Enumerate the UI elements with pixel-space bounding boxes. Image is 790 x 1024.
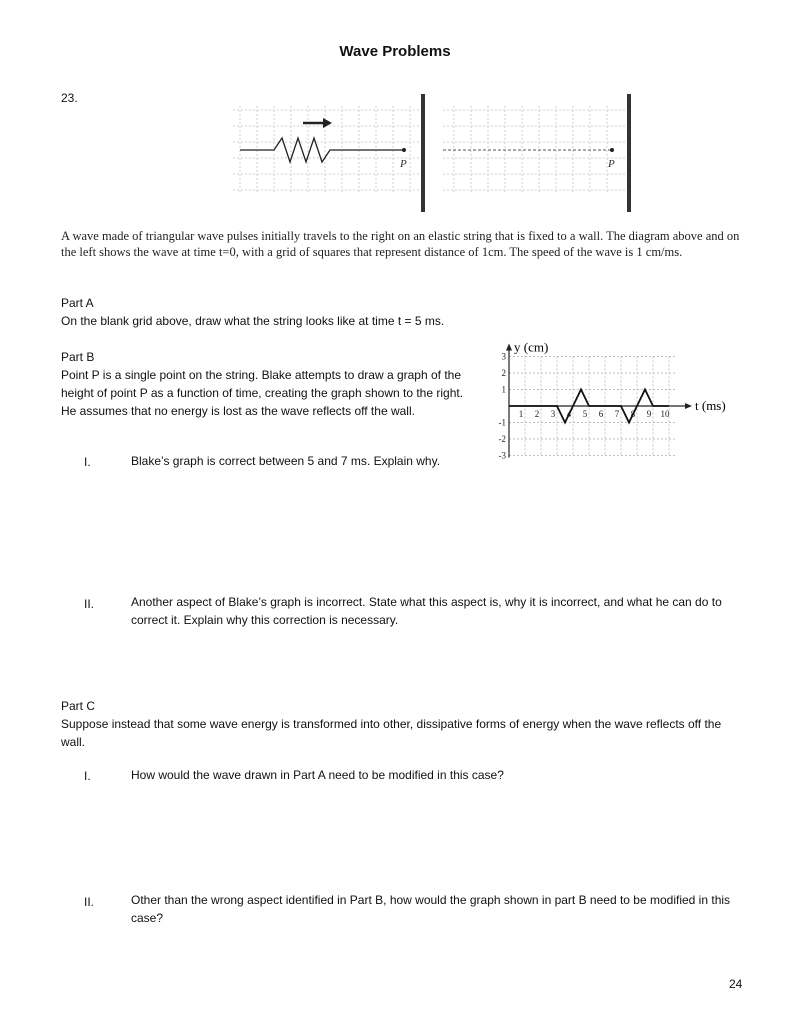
part-c-q2-text: Other than the wrong aspect identified in Part B, how would the graph shown in part B need to be modified in this case? [131,893,731,925]
x-tick-label: 2 [534,409,540,419]
y-tick-label: 3 [501,351,506,362]
part-c-q1-text: How would the wave drawn in Part A need to be modified in this case? [131,768,504,782]
part-b-q1-numeral: I. [84,455,91,469]
part-c-q1-numeral: I. [84,769,91,783]
part-b-q2-text: Another aspect of Blake’s graph is incorrect. State what this aspect is, why it is incorrect, and what he can do to correct it. Explain why this correction is necessary. [131,595,722,627]
wave-diagram-t0 [228,92,438,214]
page-number: 24 [729,977,743,991]
part-b-heading: Part B [61,350,95,364]
x-tick-label: 5 [582,409,588,419]
x-tick-label: 9 [646,409,652,419]
y-axis-label: y (cm) [514,339,549,355]
x-tick-label: 6 [598,409,604,419]
x-tick-label: 1 [518,409,524,419]
x-axis-arrow [685,403,692,409]
point-p-label: P [400,158,407,170]
part-c-text: Suppose instead that some wave energy is transformed into other, dissipative forms of energy when the wave reflects off the wall. [61,717,722,749]
x-axis-label: t (ms) [695,398,726,413]
part-b-q2-numeral: II. [84,597,95,611]
intro-paragraph: A wave made of triangular wave pulses initially travels to the right on an elastic string that is fixed to a wall. The diagram above and on the left shows the wave at time t=0, with a grid of squares that represent distance of 1cm. The speed of the wave is 1 cm/ms. [61,229,740,259]
x-tick-label: 3 [550,409,556,419]
y-axis-arrow [506,344,512,351]
y-tick-label: -2 [498,434,506,444]
y-tick-label: 1 [501,384,506,395]
question-number: 23. [61,91,78,105]
part-a-text: On the blank grid above, draw what the string looks like at time t = 5 ms. [61,314,445,328]
part-c-heading: Part C [61,699,96,713]
part-a-heading: Part A [61,296,94,310]
x-tick-label: 7 [614,409,620,419]
blank-grid-diagram [440,92,640,214]
velocity-arrow [303,118,332,128]
part-b-text: Point P is a single point on the string. Blake attempts to draw a graph of the height of point P as a function of time, creating the graph shown to the right. He assumes that no energy is lost as the wave reflects off the wall. [61,368,464,418]
page-title: Wave Problems [339,43,451,60]
y-tick-label: -3 [498,450,506,461]
y-tick-label: -1 [498,417,506,428]
x-tick-label: 8 [630,409,636,419]
chart-axes [506,344,692,458]
point-p-dot [402,148,406,152]
point-p-label: P [608,158,615,170]
displacement-time-graph [480,336,730,466]
point-p-dot [610,148,614,152]
y-tick-label: 2 [501,368,506,378]
part-b-q1-text: Blake’s graph is correct between 5 and 7 ms. Explain why. [131,454,441,468]
wall [421,94,425,212]
part-c-q2-numeral: II. [84,895,95,909]
x-tick-label: 4 [566,409,572,419]
wall [627,94,631,212]
x-tick-label: 10 [660,409,670,419]
